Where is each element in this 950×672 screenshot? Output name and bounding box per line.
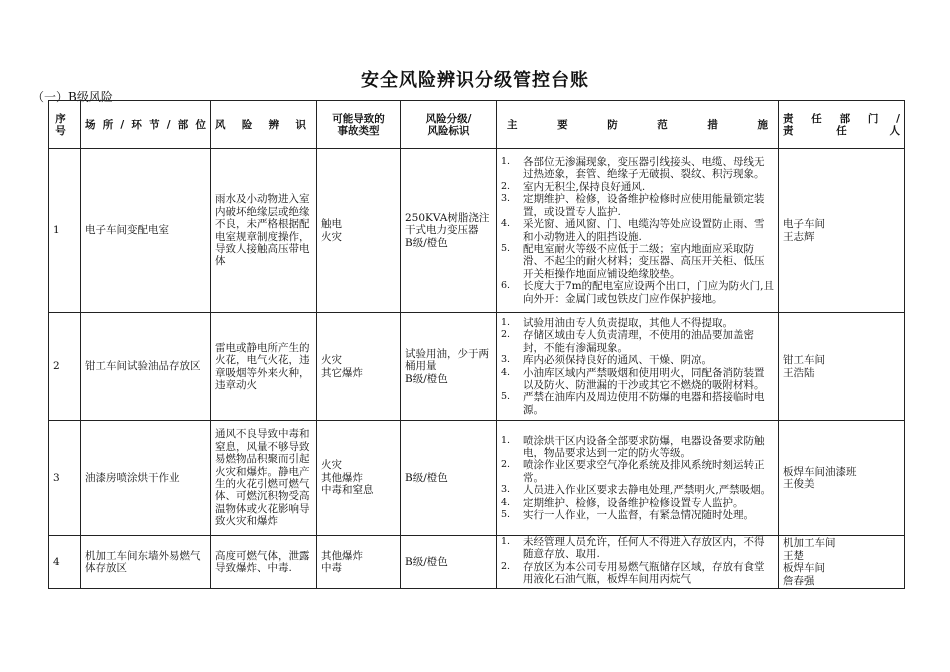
header-row — [49, 101, 905, 149]
accident-item: 其他爆炸 — [321, 549, 363, 562]
measure-item: 2. 喷涂作业区要求空气净化系统及排风系统时刻运转正常。 — [501, 459, 765, 484]
resp-person: 王志辉 — [783, 230, 815, 243]
header-resp-line2: 责任人 — [783, 124, 900, 137]
row-responsible — [779, 149, 905, 313]
measure-item: 3. 库内必须保持良好的通风、干燥、阴凉。 — [501, 354, 712, 367]
row-location: 钳工车间试验油品存放区 — [81, 313, 211, 421]
accident-item: 火灾 — [321, 459, 342, 472]
accident-item: 火灾 — [321, 354, 342, 367]
row-seq: 1 — [49, 149, 81, 313]
row-accident — [317, 536, 401, 589]
accident-item: 其他爆炸 — [321, 471, 363, 484]
row-measures — [497, 313, 779, 421]
resp-person: 王浩陆 — [783, 366, 815, 379]
risk-ledger-table — [48, 100, 905, 589]
resp-dept: 板焊车间 — [783, 562, 825, 574]
resp-dept: 钳工车间 — [783, 354, 825, 366]
resp-dept: 电子车间 — [783, 218, 825, 230]
section-label: （一）B级风险 — [32, 90, 113, 104]
row-risk: 通风不良导致中毒和窒息，风量不够导致易燃物品积聚而引起火灾和爆炸。静电产生的火花引燃可燃气体、可燃沉积物受高温物体或火花影响导致火灾和爆炸 — [211, 421, 317, 536]
header-accident-line2: 事故类型 — [337, 124, 380, 137]
level-item: 试验用油，少于两桶用量 — [405, 347, 489, 373]
row-location: 电子车间变配电室 — [81, 149, 211, 313]
row-accident — [317, 313, 401, 421]
table-row — [49, 149, 905, 313]
measure-item: 4. 小油库区域内严禁吸烟和使用明火，同配备消防装置以及防火、防泄漏的干沙或其它不燃烧的吸附材料。 — [501, 366, 765, 391]
row-measures — [497, 149, 779, 313]
header-level — [401, 101, 497, 149]
row-measures — [497, 421, 779, 536]
accident-item: 其它爆炸 — [321, 366, 363, 379]
accident-item: 中毒 — [321, 562, 342, 574]
row-seq: 3 — [49, 421, 81, 536]
header-level-line2: 风险标识 — [427, 124, 470, 137]
measure-item: 5. 配电室耐火等级不应低于二级；室内地面应采取防滑、不起尘的耐火材料；变压器、高压开关柜、低压开关柜操作地面应铺设绝缘胶垫。 — [501, 242, 765, 280]
document-title: 安全风险辨识分级管控台账 — [361, 70, 589, 91]
row-risk: 雷电或静电所产生的火花，电气火花，违章吸烟等外来火种，违章动火 — [211, 313, 317, 421]
header-measures: 主要防范措施 — [497, 101, 779, 149]
row-seq: 2 — [49, 313, 81, 421]
measure-item: 2. 存储区域由专人负责清理，不使用的油品要加盖密封，不能有渗漏现象。 — [501, 329, 754, 354]
measure-item: 2. 室内无积尘,保持良好通风. — [501, 180, 646, 193]
header-accident — [317, 101, 401, 149]
row-accident — [317, 149, 401, 313]
measure-item: 1. 各部位无渗漏现象，变压器引线接头、电缆、母线无过热迹象，套管、绝缘子无破损、裂纹、积污现象。 — [501, 156, 765, 181]
header-accident-line1: 可能导致的 — [332, 112, 385, 125]
row-level — [401, 149, 497, 313]
header-location: 场所/环节/部位 — [81, 101, 211, 149]
measure-item: 3. 人员进入作业区要求去静电处理,严禁明火,严禁吸烟。 — [501, 484, 772, 497]
header-seq: 序号 — [49, 101, 81, 149]
header-resp — [779, 101, 905, 149]
row-level — [401, 536, 497, 589]
row-location: 油漆房喷涂烘干作业 — [81, 421, 211, 536]
row-responsible — [779, 421, 905, 536]
level-item: 250KVA树脂浇注干式电力变压器 — [405, 211, 490, 237]
measure-item: 5. 严禁在油库内及周边使用不防爆的电器和搭接临时电源。 — [501, 391, 765, 416]
row-level — [401, 313, 497, 421]
header-risk: 风险辨识 — [211, 101, 317, 149]
measure-item: 1. 试验用油由专人负责提取，其他人不得提取。 — [501, 316, 733, 329]
row-seq: 4 — [49, 536, 81, 589]
row-risk: 雨水及小动物进入室内破坏绝缘层或绝缘不良，未严格根据配电室规章制度操作，导致人接触高压带电体 — [211, 149, 317, 313]
row-measures — [497, 536, 779, 589]
row-level — [401, 421, 497, 536]
resp-dept: 机加工车间 — [783, 537, 836, 549]
row-accident — [317, 421, 401, 536]
resp-person: 詹春强 — [783, 574, 815, 587]
resp-person: 王俊美 — [783, 478, 815, 490]
level-item: B级/橙色 — [405, 372, 448, 385]
header-level-line1: 风险分级/ — [425, 112, 472, 125]
level-item: B级/橙色 — [405, 471, 448, 484]
row-location: 机加工车间东墙外易燃气体存放区 — [81, 536, 211, 589]
row-responsible — [779, 536, 905, 589]
measure-item: 5. 实行一人作业，一人监督，有紧急情况随时处理。 — [501, 509, 754, 522]
table-row — [49, 536, 905, 589]
accident-item: 中毒和窒息 — [321, 484, 374, 497]
table-row — [49, 421, 905, 536]
measure-item: 1. 未经管理人员允许，任何人不得进入存放区内，不得随意存放、取用. — [501, 536, 765, 561]
resp-dept: 板焊车间油漆班 — [783, 465, 857, 478]
row-responsible — [779, 313, 905, 421]
measure-item: 6. 长度大于7m的配电室应设两个出口，门应为防火门,且向外开：金属门或包铁皮门应作保护接地。 — [501, 280, 774, 305]
measure-item: 2. 存放区为本公司专用易燃气瓶储存区域，存放有食堂用液化石油气瓶，板焊车间用丙烷气 — [501, 560, 765, 586]
resp-person: 王楚 — [783, 549, 804, 562]
table-row — [49, 313, 905, 421]
row-risk: 高度可燃气体，泄露导致爆炸、中毒. — [211, 536, 317, 589]
accident-item: 触电 — [321, 218, 342, 231]
accident-item: 火灾 — [321, 230, 342, 243]
header-resp-line1: 责任部门/ — [783, 112, 900, 125]
measure-item: 1. 喷涂烘干区内设备全部要求防爆，电器设备要求防触电，物品要求达到一定的防火等级。 — [501, 434, 765, 459]
level-item: B级/橙色 — [405, 555, 448, 568]
measure-item: 4. 定期维护、检修，设备维护检修设置专人监护。 — [501, 496, 744, 509]
measure-item: 3. 定期维护、检修，设备维护检修时应使用能量锁定装置，或设置专人监护. — [501, 193, 765, 218]
measure-item: 4. 采光窗、通风窗、门、电缆沟等处应设置防止雨、雪和小动物进入的阻挡设施. — [501, 218, 765, 243]
level-item: B级/橙色 — [405, 236, 448, 249]
